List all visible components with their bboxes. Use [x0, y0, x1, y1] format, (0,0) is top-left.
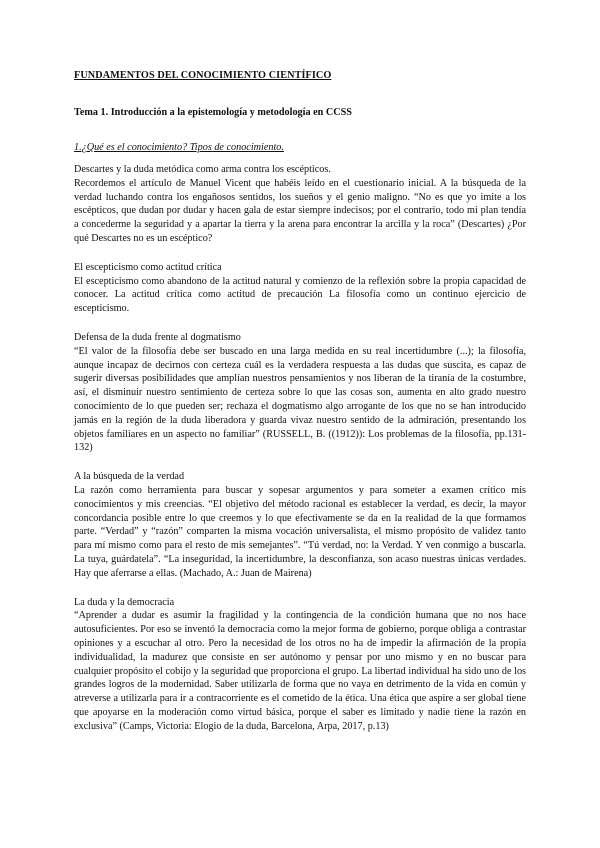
section-heading: El escepticismo como actitud crítica — [74, 261, 222, 273]
section-heading: Defensa de la duda frente al dogmatismo — [74, 331, 241, 343]
section-paragraph: Recordemos el artículo de Manuel Vicent que habéis leído en el cuestionario inicial. A la búsqueda de la verdad luchando contra los engañosos sentidos, los sueños y el genio maligno. “No es que yo imite a los escépticos, que dudan por dudar y hacen gala de estar siempre indecisos; por el contrario, todo mi plan tendía a concederme la seguridad y a apartar la tierra y la arena para encontrar la arcilla y la roca” (Descartes) ¿Por qué Descartes no es un escéptico? — [74, 177, 526, 244]
subsection-title: 1.¿Qué es el conocimiento? Tipos de conocimiento. — [74, 142, 284, 153]
section-paragraph: “El valor de la filosofía debe ser buscado en una larga medida en su real incertidumbre (...); la filosofía, aunque incapaz de decirnos con certeza cuál es la verdadera respuesta a las dudas que suscita, es capaz de sugerir diversas posibilidades que amplían nuestros pensamientos y nos liberan de la tiranía de la costumbre, así, el disminuir nuestro sentimiento de certeza sobre lo que las cosas son, aumenta en alto grado nuestro conocimiento de lo que pueden ser; rechaza el dogmatismo algo arrogante de los que no se han introducido jamás en la región de la duda liberadora y guarda vivaz nuestro sentido de la admiración, presentando los objetos familiares en un aspecto no familiar” (RUSSELL, B. ((1912)): Los problemas de la filosofía, pp.131-132) — [74, 345, 526, 454]
document-page — [74, 70, 526, 733]
tema-title: Tema 1. Introducción a la epistemología y metodología en CCSS — [74, 107, 352, 118]
section-escepticismo — [74, 261, 526, 316]
section-paragraph: “Aprender a dudar es asumir la fragilidad y la contingencia de la condición humana que no nos hace autosuficientes. Por eso se inventó la democracia como la mejor forma de gobierno, porque obliga a contrastar opiniones y a escuchar al otro. Pero la necesidad de los otros no ha de impedir la afirmación de la propia individualidad, la madurez que consiste en ser autónomo y pensar por uno mismo y en no buscar para cualquier propósito el cobijo y la seguridad que proporciona el grupo. La libertad individual ha sido uno de los grandes logros de la modernidad. Saber utilizarla de forma que no vaya en detrimento de la vida en común y atreverse a utilizarla para ir a contracorriente es el cometido de la ética. Una ética que aspire a ser global tiene que apoyarse en la moderación como virtud básica, porque el saber es limitado y nadie tiene la razón en exclusiva” (Camps, Victoria: Elogio de la duda, Barcelona, Arpa, 2017, p.13) — [74, 610, 526, 732]
document-title: FUNDAMENTOS DEL CONOCIMIENTO CIENTÍFICO — [74, 70, 332, 81]
section-heading: A la búsqueda de la verdad — [74, 471, 185, 483]
section-paragraph: La razón como herramienta para buscar y sopesar argumentos y para someter a examen crítico mis conocimientos y mis creencias. “El objetivo del método racional es establecer la verdad, es decir, la mayor concordancia posible entre lo que creemos y lo que efectivamente se da en la realidad de la que formamos parte. “Verdad” y “razón” comparten la misma vocación universalista, el mismo propósito de validez tanto para mí mismo como para el resto de mis semejantes”. “Tú verdad, no: la Verdad. Y ven conmigo a buscarla. La tuya, guárdatela”. “La inseguridad, la incertidumbre, la desconfianza, son acaso nuestras únicas verdades. Hay que aferrarse a ellas. (Machado, A.: Juan de Mairena) — [74, 484, 526, 579]
section-heading: La duda y la democracia — [74, 596, 175, 608]
section-verdad — [74, 470, 526, 580]
section-heading: Descartes y la duda metódica como arma contra los escépticos. — [74, 164, 331, 175]
section-dogmatismo — [74, 331, 526, 455]
section-descartes — [74, 163, 526, 246]
section-democracia — [74, 596, 526, 734]
section-paragraph: El escepticismo como abandono de la actitud natural y comienzo de la reflexión sobre la propia capacidad de conocer. La actitud crítica como actitud de precaución La filosofía como un continuo ejercicio de escepticismo. — [74, 275, 526, 315]
